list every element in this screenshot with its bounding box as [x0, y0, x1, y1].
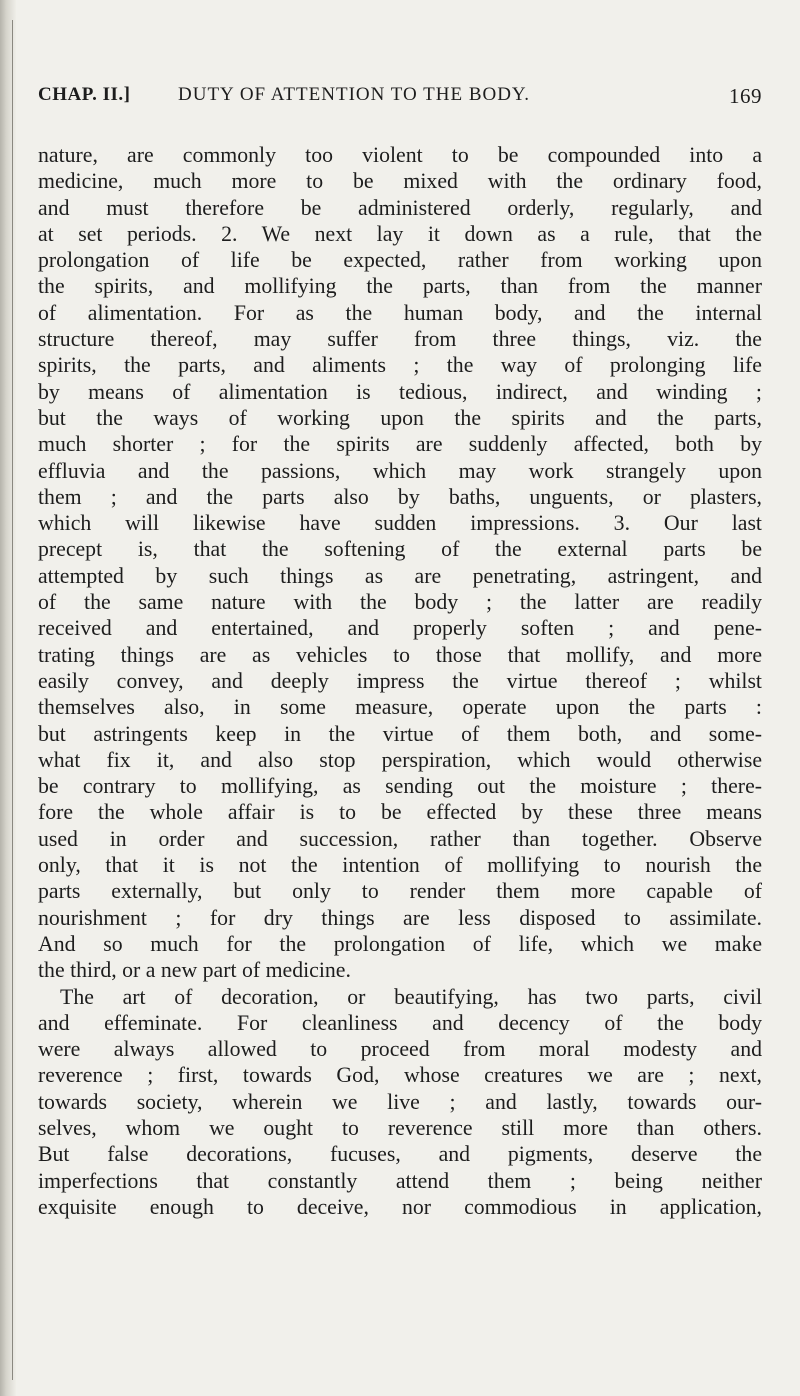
text-line: nourishment ; for dry things are less disposed to assimilate. [38, 905, 762, 930]
text-line: themselves also, in some measure, operate upon the parts : [38, 695, 762, 720]
text-line: spirits, the parts, and aliments ; the way of prolonging life [38, 353, 762, 378]
text-line: nature, are commonly too violent to be compounded into a [38, 143, 762, 167]
chapter-label: CHAP. II.] [38, 84, 131, 105]
text-line: exquisite enough to deceive, nor commodious in application, [38, 1194, 762, 1219]
text-line: only, that it is not the intention of mollifying to nourish the [38, 853, 762, 878]
text-line: the third, or a new part of medicine. [38, 958, 351, 983]
text-line: but the ways of working upon the spirits and the parts, [38, 405, 762, 430]
text-line: but astringents keep in the virtue of them both, and some- [38, 721, 762, 746]
text-line: what fix it, and also stop perspiration, which would otherwise [38, 747, 762, 772]
paragraph-start-line: The art of decoration, or beautifying, has two parts, civil [60, 984, 762, 1009]
text-line: by means of alimentation is tedious, indirect, and winding ; [38, 379, 762, 404]
text-line: imperfections that constantly attend them ; being neither [38, 1168, 762, 1193]
text-line: structure thereof, may suffer from three things, viz. the [38, 327, 762, 352]
text-line: attempted by such things as are penetrating, astringent, and [38, 563, 762, 588]
text-line: were always allowed to proceed from moral modesty and [38, 1037, 762, 1062]
text-line: received and entertained, and properly soften ; and pene- [38, 616, 762, 641]
text-line: And so much for the prolongation of life, which we make [38, 931, 762, 956]
text-line: of the same nature with the body ; the latter are readily [38, 590, 762, 615]
gutter-edge-line [12, 20, 13, 1380]
text-line: trating things are as vehicles to those that mollify, and more [38, 642, 762, 667]
text-line: prolongation of life be expected, rather from working upon [38, 248, 762, 273]
text-line: effluvia and the passions, which may work strangely upon [38, 458, 762, 483]
text-line: the spirits, and mollifying the parts, than from the manner [38, 274, 762, 299]
running-title: DUTY OF ATTENTION TO THE BODY. [178, 84, 530, 105]
text-line: reverence ; first, towards God, whose creatures we are ; next, [38, 1063, 762, 1088]
body-text [38, 142, 762, 1220]
text-line: them ; and the parts also by baths, unguents, or plasters, [38, 484, 762, 509]
text-line: medicine, much more to be mixed with the ordinary food, [38, 169, 762, 194]
text-line: be contrary to mollifying, as sending out the moisture ; there- [38, 774, 762, 799]
text-line: But false decorations, fucuses, and pigments, deserve the [38, 1142, 762, 1167]
text-line: selves, whom we ought to reverence still more than others. [38, 1115, 762, 1140]
text-line: and must therefore be administered orderly, regularly, and [38, 195, 762, 220]
page-number: 169 [729, 84, 762, 108]
text-line: at set periods. 2. We next lay it down as a rule, that the [38, 221, 762, 246]
text-line: which will likewise have sudden impressions. 3. Our last [38, 511, 762, 536]
text-line: precept is, that the softening of the external parts be [38, 537, 762, 562]
text-line: towards society, wherein we live ; and lastly, towards our- [38, 1089, 762, 1114]
text-line: of alimentation. For as the human body, and the internal [38, 300, 762, 325]
text-line: used in order and succession, rather than together. Observe [38, 826, 762, 851]
text-line: fore the whole affair is to be effected by these three means [38, 800, 762, 825]
text-line: parts externally, but only to render them more capable of [38, 879, 762, 904]
binding-gutter [0, 0, 16, 1396]
running-head [38, 84, 762, 112]
text-line: and effeminate. For cleanliness and decency of the body [38, 1010, 762, 1035]
text-line: easily convey, and deeply impress the virtue thereof ; whilst [38, 668, 762, 693]
text-line: much shorter ; for the spirits are suddenly affected, both by [38, 432, 762, 457]
